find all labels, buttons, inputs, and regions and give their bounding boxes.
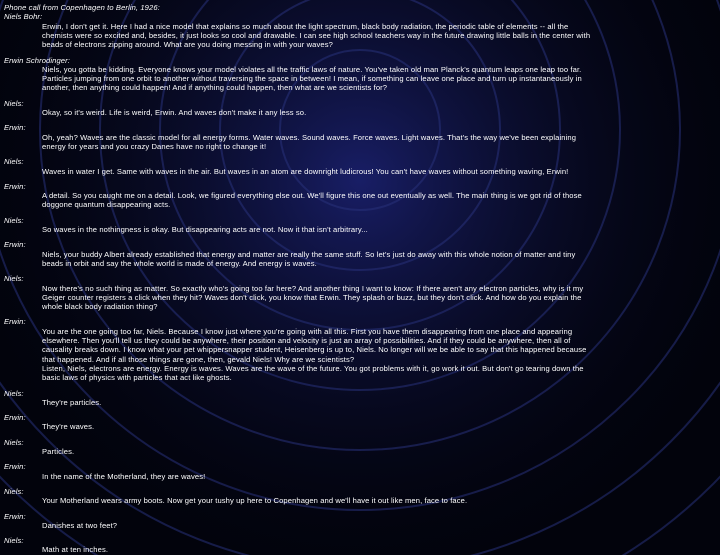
dialogue-line: beads of electrons zipping around. What are you doing messing in with your waves? xyxy=(42,40,333,50)
dialogue-line: They're particles. xyxy=(42,397,102,407)
speaker-name: Erwin Schrodinger: xyxy=(4,55,70,65)
dialogue-line: Oh, yeah? Waves are the classic model for all energy forms. Water waves. Sound waves. Force waves. Light waves. That's the way we've been explaining xyxy=(42,132,577,142)
dialogue-line: chemists were so excited and, besides, it just looks so cool and drawable. I can see high school teachers way in the future drawing little balls in the center with xyxy=(42,30,591,40)
dialogue-line: beads in orbit and say the whole world is made of energy. And energy is waves. xyxy=(42,258,317,268)
speaker-name: Erwin: xyxy=(4,123,26,133)
dialogue-line: Listen, Niels, electrons are energy. Energy is waves. Waves are the wave of the future. You got problems with it, go work it out. But don't go tearing down the xyxy=(42,363,584,373)
dialogue-line: Geiger counter registers a click when they hit? Waves don't click, you know that Erwin. They splash or buzz, but they don't click. And how do you explain the xyxy=(42,292,582,302)
dialogue-line: Niels, your buddy Albert already established that energy and matter are really the same stuff. So let's just do away with this whole notion of matter and tiny xyxy=(42,249,576,259)
dialogue-line: Waves in water I get. Same with waves in the air. But waves in an atom are downright ludicrous! You can't have waves without something waving, Erwin! xyxy=(42,166,569,176)
speaker-name: Erwin: xyxy=(4,511,26,521)
speaker-name: Erwin: xyxy=(4,317,26,327)
speaker-name: Niels: xyxy=(4,274,24,284)
speaker-name: Niels: xyxy=(4,157,24,167)
speaker-name: Erwin: xyxy=(4,181,26,191)
dialogue-line: Your Motherland wears army boots. Now get your tushy up here to Copenhagen and we'll have it out like men, face to face. xyxy=(42,496,468,506)
dialogue-line: Math at ten inches. xyxy=(42,545,109,555)
dialogue-line: another, then anything could happen! And if anything could happen, then what are we scientists for? xyxy=(42,83,388,93)
speaker-name: Erwin: xyxy=(4,462,26,472)
dialogue-line: A detail. So you caught me on a detail. Look, we figured everything else out. We'll figure this one out eventually as well. The main thing is we got rid of those xyxy=(42,191,582,201)
speaker-name: Niels: xyxy=(4,486,24,496)
dialogue-line: that happened. And if all those things are gone, then, gevald Niels! Why are we scientists? xyxy=(42,354,355,364)
speaker-name: Niels: xyxy=(4,388,24,398)
dialogue-line: Now there's no such thing as matter. So exactly who's going too far here? And another thing I want to know: If there aren't any electron particles, why is it my xyxy=(42,283,584,293)
dialogue-line: Erwin, I don't get it. Here I had a nice model that explains so much about the light spectrum, black body radiation, the periodic table of elements -- all the xyxy=(42,21,569,31)
dialogue-line: basic laws of physics with particles that act like ghosts. xyxy=(42,373,232,383)
dialogue-line: Danishes at two feet? xyxy=(42,520,118,530)
dialogue-line: You are the one going too far, Niels. Because I know just where you're going with all this. First you have them disappearing from one place and appearing xyxy=(42,326,573,336)
dialogue-line: whole black body radiation thing? xyxy=(42,302,158,312)
dialogue-line: Niels, you gotta be kidding. Everyone knows your model violates all the traffic laws of nature. You've taken old man Planck's quantum leaps one leap too far. xyxy=(42,64,582,74)
dialogue-line: doggone quantum disappearing acts. xyxy=(42,200,171,210)
dialogue-line: energy for years and you crazy Danes have no right to change it! xyxy=(42,141,267,151)
document-header: Phone call from Copenhagen to Berlin, 1926: xyxy=(4,3,160,12)
speaker-name: Niels: xyxy=(4,215,24,225)
dialogue-line: Particles jumping from one orbit to another without traversing the space in between! I mean, if something can leave one place and turn up instantaneously in xyxy=(42,74,582,84)
speaker-name: Erwin: xyxy=(4,240,26,250)
dialogue-line: So waves in the nothingness is okay. But disappearing acts are not. Now it that isn't arbitrary... xyxy=(42,225,368,234)
dialogue-line: causality breaks down. I know what your pet whippersnapper student, Heisenberg is up to, Niels. No longer will we be able to say that this happened because xyxy=(42,345,587,355)
dialogue-line: In the name of the Motherland, they are waves! xyxy=(42,471,206,481)
speaker-name: Niels: xyxy=(4,98,24,108)
dialogue-line: Particles. xyxy=(42,447,75,456)
speaker-name: Niels: xyxy=(4,536,24,546)
dialogue-line: elsewhere. Then you'll tell us they could be anywhere, their position and velocity is just an array of possibilities. And if they could be anywhere, then all of xyxy=(42,336,571,345)
speaker-name: Niels Bohr: xyxy=(4,12,43,22)
dialogue-line: They're waves. xyxy=(42,422,95,432)
dialogue-line: Okay, so it's weird. Life is weird, Erwin. And waves don't make it any less so. xyxy=(42,108,307,117)
speaker-name: Erwin: xyxy=(4,413,26,423)
speaker-name: Niels: xyxy=(4,437,24,447)
